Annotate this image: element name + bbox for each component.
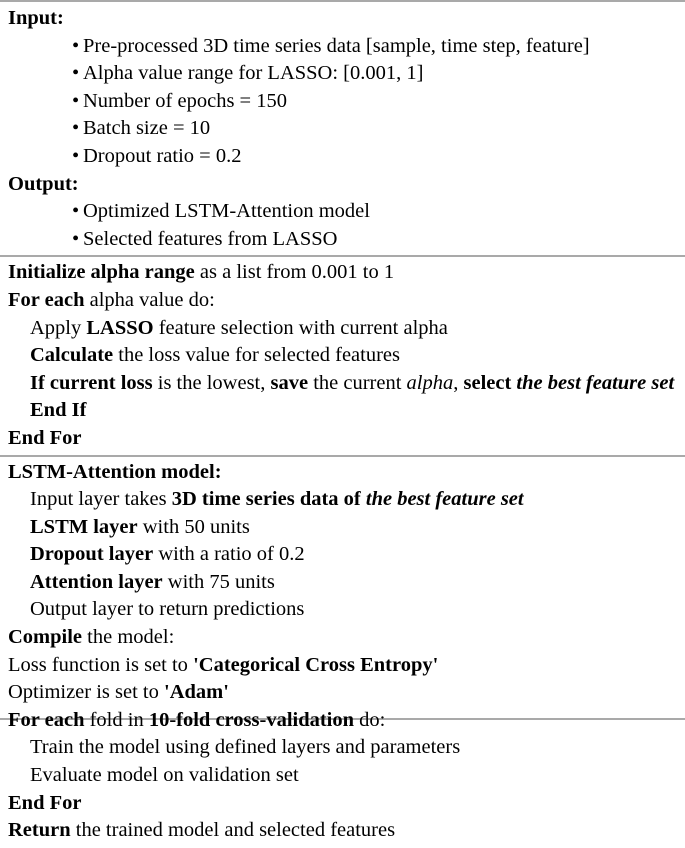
apply-prefix: Apply (30, 316, 87, 339)
evaluate-model-text: Evaluate model on validation set (30, 764, 299, 787)
compile-text: the model: (82, 626, 175, 649)
pseudocode-line (0, 259, 685, 287)
optimizer-prefix: Optimizer is set to (8, 681, 165, 704)
alpha-variable: alpha (406, 371, 454, 394)
attention-layer-keyword: Attention layer (30, 570, 163, 593)
list-item (0, 88, 685, 116)
input-heading: Input: (8, 7, 64, 29)
initialize-alpha-text: as a list from 0.001 to 1 (194, 261, 395, 284)
cv-text-1: fold in (84, 708, 149, 731)
pseudocode-line (0, 679, 685, 707)
bullet-icon: • (72, 62, 80, 85)
dropout-layer-text: with a ratio of 0.2 (153, 543, 305, 566)
cv-text-2: do: (354, 708, 386, 731)
pseudocode-line (0, 370, 685, 398)
pseudocode-line (0, 486, 685, 514)
pseudocode-line (0, 624, 685, 652)
output-item-label: Optimized LSTM-Attention model (83, 200, 370, 223)
list-item (0, 226, 685, 254)
pseudocode-line (0, 287, 685, 315)
return-text: the trained model and selected features (70, 819, 396, 842)
save-keyword: save (270, 371, 309, 394)
pseudocode-line (0, 514, 685, 542)
lasso-loop-section (0, 255, 685, 454)
input-item-label: Alpha value range for LASSO: [0.001, 1] (83, 62, 424, 85)
calculate-text: the loss value for selected features (113, 344, 401, 367)
end-for-keyword: End For (8, 791, 82, 814)
input-item-label: Pre-processed 3D time series data [sample, time step, feature] (83, 34, 590, 57)
pseudocode-line (0, 541, 685, 569)
list-item (0, 60, 685, 88)
loss-function-value: 'Categorical Cross Entropy' (193, 653, 439, 676)
dropout-layer-keyword: Dropout layer (30, 543, 154, 566)
output-layer-text: Output layer to return predictions (30, 598, 305, 621)
input-output-section (0, 2, 685, 255)
return-keyword: Return (8, 819, 71, 842)
bullet-icon: • (72, 227, 80, 250)
select-keyword: select (463, 371, 512, 394)
for-each-keyword: For each (8, 708, 85, 731)
loss-function-prefix: Loss function is set to (8, 653, 194, 676)
pseudocode-line (0, 459, 685, 487)
lasso-keyword: LASSO (86, 316, 154, 339)
train-model-text: Train the model using defined layers and parameters (30, 736, 461, 759)
pseudocode-line (0, 734, 685, 762)
pseudocode-line (0, 652, 685, 680)
lstm-attention-model-section (0, 455, 685, 848)
optimizer-value: 'Adam' (164, 681, 229, 704)
initialize-alpha-keyword: Initialize alpha range (8, 261, 195, 284)
pseudocode-line (0, 425, 685, 453)
model-heading: LSTM-Attention model: (8, 460, 222, 483)
bullet-icon: • (72, 89, 80, 112)
attention-layer-text: with 75 units (162, 570, 275, 593)
input-item-label: Number of epochs = 150 (83, 89, 287, 112)
bullet-icon: • (72, 117, 80, 140)
list-item (0, 115, 685, 143)
pseudocode-line (0, 707, 685, 735)
pseudocode-line (0, 569, 685, 597)
list-item (0, 33, 685, 61)
end-if-keyword: End If (30, 399, 87, 422)
pseudocode-line (0, 342, 685, 370)
bullet-icon: • (72, 144, 80, 167)
if-current-loss-keyword: If current loss (30, 371, 153, 394)
best-feature-set-variable: the best feature set (365, 488, 524, 511)
compile-keyword: Compile (8, 626, 83, 649)
input-item-label: Dropout ratio = 0.2 (83, 144, 242, 167)
input-heading-row (0, 5, 685, 33)
pseudocode-line (0, 315, 685, 343)
pseudocode-line (0, 817, 685, 845)
pseudocode-line (0, 596, 685, 624)
bullet-icon: • (72, 34, 80, 57)
calculate-keyword: Calculate (30, 344, 114, 367)
if-text-2: the current (308, 371, 407, 394)
pseudocode-line (0, 790, 685, 818)
bullet-icon: • (72, 200, 80, 223)
if-text-3: , (453, 371, 464, 394)
lstm-layer-text: with 50 units (137, 515, 250, 538)
lstm-layer-keyword: LSTM layer (30, 515, 138, 538)
pseudocode-line (0, 762, 685, 790)
output-heading: Output: (8, 172, 79, 195)
for-each-keyword: For each (8, 288, 85, 311)
input-layer-prefix: Input layer takes (30, 488, 172, 511)
output-item-label: Selected features from LASSO (83, 227, 338, 250)
if-text-1: is the lowest, (152, 371, 271, 394)
list-item (0, 198, 685, 226)
best-feature-set-variable: the best feature set (516, 371, 675, 394)
input-layer-data-keyword: 3D time series data of (171, 488, 361, 511)
list-item (0, 143, 685, 171)
input-item-label: Batch size = 10 (83, 117, 211, 140)
pseudocode-line (0, 397, 685, 425)
apply-text: feature selection with current alpha (153, 316, 448, 339)
output-heading-row (0, 171, 685, 199)
cross-validation-keyword: 10-fold cross-validation (148, 708, 355, 731)
for-each-text: alpha value do: (84, 288, 215, 311)
end-for-keyword: End For (8, 426, 82, 449)
